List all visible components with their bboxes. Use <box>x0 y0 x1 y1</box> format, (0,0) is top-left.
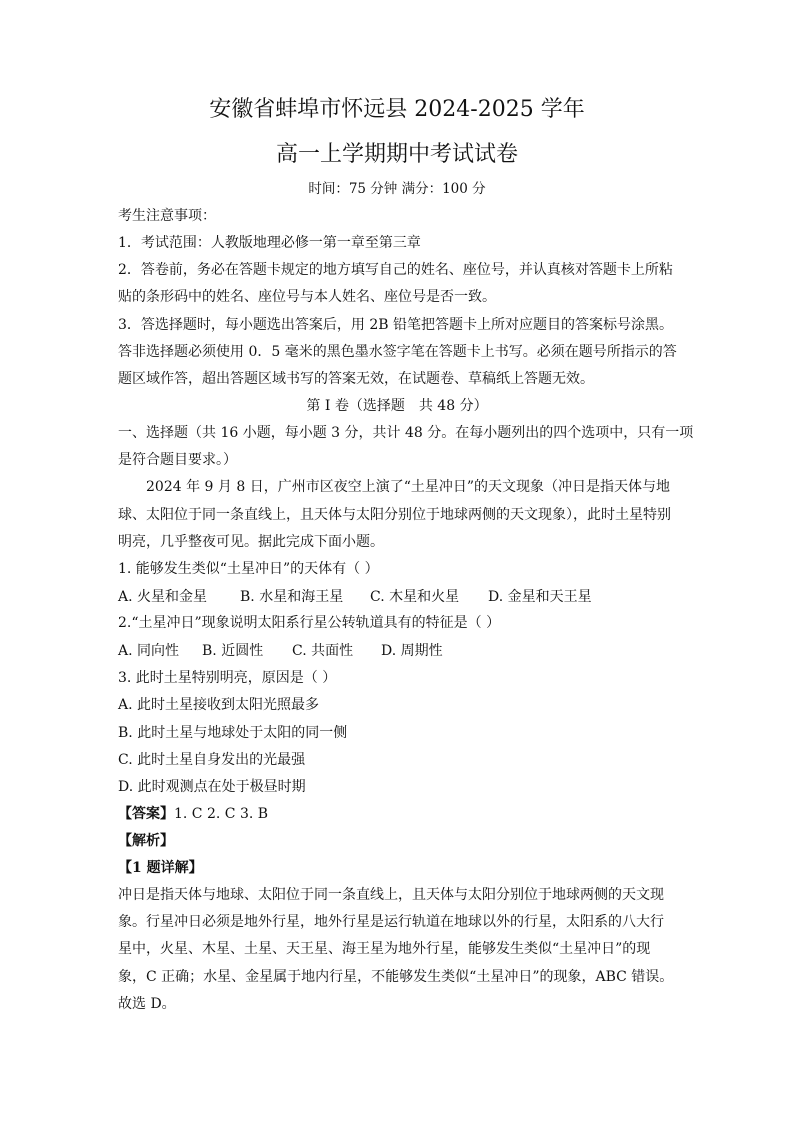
passage-line-2: 球、太阳位于同一条直线上，且天体与太阳分别位于地球两侧的天文现象），此时土星特别 <box>118 507 671 523</box>
notice-item-3c: 题区域作答，超出答题区域书写的答案无效，在试题卷、草稿纸上答题无效。 <box>118 371 594 387</box>
q1-option-b: B. 水星和海王星 <box>240 589 344 605</box>
detail-line-4: 象，C 正确；水星、金星属于地内行星，不能够发生类似“土星冲日”的现象，ABC 错误。 <box>118 969 674 985</box>
q3-option-c: C. 此时土星自身发出的光最强 <box>118 752 306 768</box>
detail-label: 【1 题详解】 <box>118 860 203 876</box>
notice-item-2b: 贴的条形码中的姓名、座位号与本人姓名、座位号是否一致。 <box>118 289 496 305</box>
notice-item-3a: 3．答选择题时，每小题选出答案后，用 2B 铅笔把答题卡上所对应题目的答案标号涂黑。 <box>118 317 674 333</box>
q2-option-a: A. 同向性 <box>118 643 180 659</box>
q3-option-a: A. 此时土星接收到太阳光照最多 <box>118 697 320 713</box>
question-2: 2.“土星冲日”现象说明太阳系行星公转轨道具有的特征是（ ） <box>118 615 501 631</box>
section-intro-b: 是符合题目要求。） <box>118 452 237 468</box>
answer-label: 【答案】 <box>118 806 174 822</box>
question-1: 1. 能够发生类似“土星冲日”的天体有（ ） <box>118 561 379 577</box>
detail-line-1: 冲日是指天体与地球、太阳位于同一条直线上，且天体与太阳分别位于地球两侧的天文现 <box>118 887 664 903</box>
answer-line <box>118 805 268 823</box>
question-2-options <box>118 642 443 660</box>
question-1-options <box>118 588 592 606</box>
exam-title-line1: 安徽省蚌埠市怀远县 2024-2025 学年 <box>209 97 585 122</box>
q2-option-b: B. 近圆性 <box>202 643 264 659</box>
passage-line-3: 明亮，几乎整夜可见。据此完成下面小题。 <box>118 534 384 550</box>
q1-option-c: C. 木星和火星 <box>370 589 460 605</box>
notice-heading: 考生注意事项： <box>118 208 216 224</box>
question-3: 3. 此时土星特别明亮，原因是（ ） <box>118 670 337 686</box>
detail-line-2: 象。行星冲日必须是地外行星，地外行星是运行轨道在地球以外的行星，太阳系的八大行 <box>118 914 664 930</box>
detail-line-3: 星中，火星、木星、土星、天王星、海王星为地外行星，能够发生类似“土星冲日”的现 <box>118 941 651 957</box>
q3-option-b: B. 此时土星与地球处于太阳的同一侧 <box>118 725 348 741</box>
q1-option-d: D. 金星和天王星 <box>488 589 592 605</box>
notice-item-3b: 答非选择题必须使用 0．5 毫米的黑色墨水签字笔在答题卡上书写。必须在题号所指示的答 <box>118 344 677 360</box>
notice-item-2a: 2．答卷前，务必在答题卡规定的地方填写自己的姓名、座位号，并认真核对答题卡上所粘 <box>118 262 673 278</box>
q1-option-a: A. 火星和金星 <box>118 589 208 605</box>
q2-option-d: D. 周期性 <box>381 643 443 659</box>
section-intro-a: 一、选择题（共 16 小题，每小题 3 分，共计 48 分。在每小题列出的四个选项中，只有一项 <box>118 425 694 441</box>
section-heading: 第 I 卷（选择题 共 48 分） <box>306 398 488 414</box>
exam-title-line2: 高一上学期期中考试试卷 <box>275 142 518 167</box>
notice-item-1: 1．考试范围：人教版地理必修一第一章至第三章 <box>118 235 421 251</box>
q3-option-d: D. 此时观测点在处于极昼时期 <box>118 779 306 795</box>
answer-values: 1. C 2. C 3. B <box>174 806 269 822</box>
analysis-label: 【解析】 <box>118 833 174 849</box>
time-score-line: 时间：75 分钟 满分：100 分 <box>308 181 486 197</box>
passage-line-1: 2024 年 9 月 8 日，广州市区夜空上演了“土星冲日”的天文现象（冲日是指天体与地 <box>146 479 671 495</box>
detail-line-5: 故选 D。 <box>118 996 176 1012</box>
q2-option-c: C. 共面性 <box>292 643 354 659</box>
